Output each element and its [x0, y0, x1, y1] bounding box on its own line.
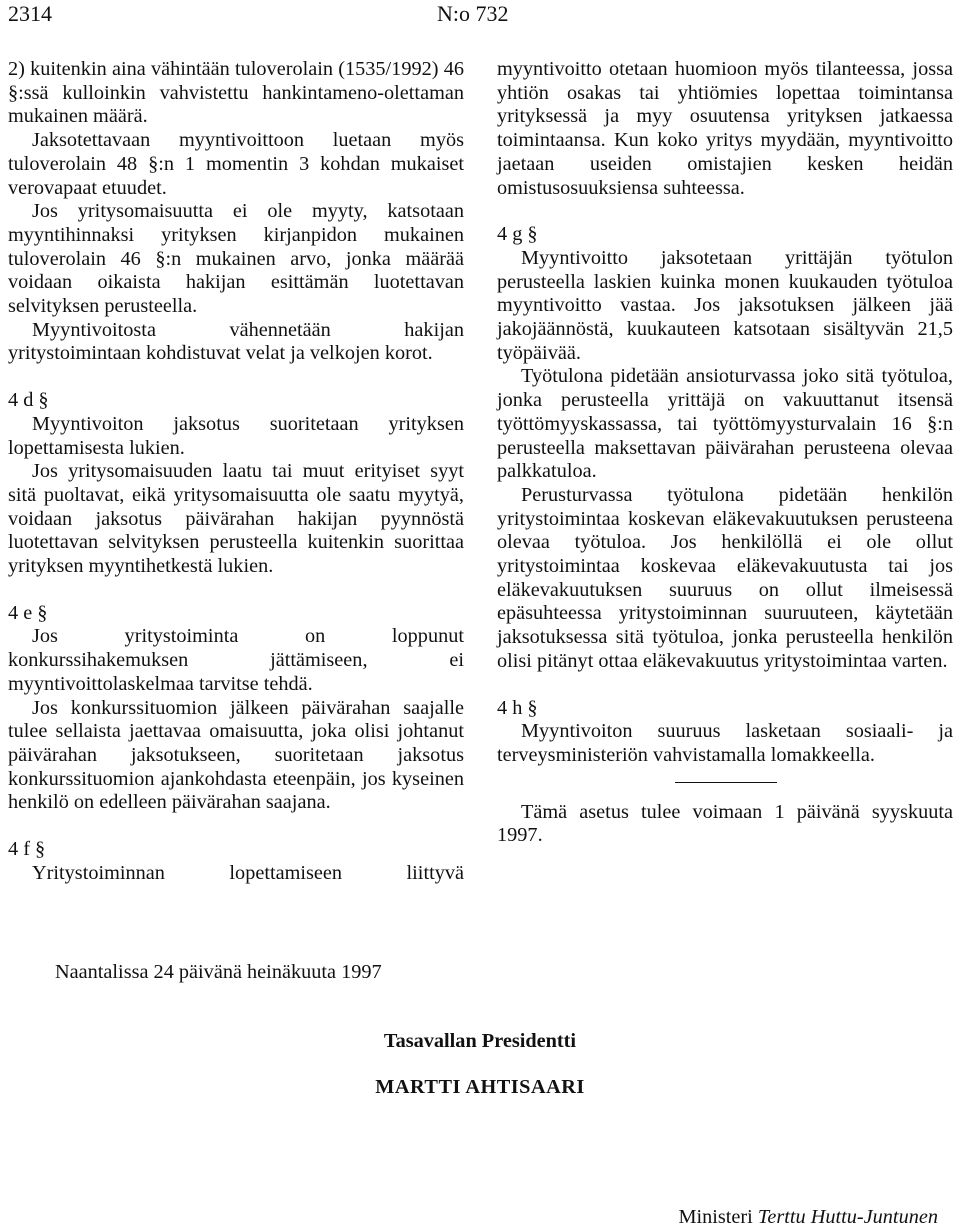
paragraph: Jaksotettavaan myyntivoittoon luetaan myös tuloverolain 48 §:n 1 momentin 3 kohdan mukaiset verovapaat etuudet. [8, 129, 464, 199]
paragraph: Myyntivoiton suuruus lasketaan sosiaali- ja terveysministeriön vahvistamalla lomakkeella. [497, 720, 953, 766]
section-heading-4g: 4 g § [497, 223, 538, 246]
divider [675, 782, 777, 783]
paragraph: Jos yritystoiminta on loppunut konkurssihakemuksen jättämiseen, ei myyntivoittolaskelmaa tarvitse tehdä. [8, 625, 464, 695]
paragraph: Perusturvassa työtulona pidetään henkilön yritystoimintaa koskevan eläkevakuutuksen perusteena olevaa työtuloa. Jos henkilöllä ei ole ollut yritystoimintaa koskevaa eläkevakuutusta tai jos eläkevakuutuksen suuruus on ollut ilmeisessä epäsuhteessa yritystoiminnan suuruuteen, käytetään jaksotuksessa sitä työtuloa, jonka perusteella henkilön olisi pitänyt ottaa eläkevakuutus yritystoimintaa varten. [497, 483, 953, 672]
left-column [8, 58, 464, 886]
paragraph: Tämä asetus tulee voimaan 1 päivänä syyskuuta 1997. [497, 800, 953, 847]
right-column [497, 58, 953, 848]
paragraph: Työtulona pidetään ansioturvassa joko sitä työtuloa, jonka perusteella yrittäjä on vakuuttanut itsensä työttömyyskassassa, tai työttömyysturvalain 16 §:n perusteella maksettavan päivärahan perusteena olevaa palkkatuloa. [497, 365, 953, 483]
minister-name: Terttu Huttu-Juntunen [757, 1206, 938, 1228]
paragraph: Jos yritysomaisuuden laatu tai muut erityiset syyt sitä puoltavat, eikä yritysomaisuutta ole saatu myytyä, voidaan jaksotus päivärahan hakijan pyynnöstä luotettavan selvityksen perusteella kuitenkin suorittaa yrityksen myyntihetkestä lukien. [8, 460, 464, 578]
minister-signature [678, 1206, 938, 1229]
paragraph: Jos yritysomaisuutta ei ole myyty, katsotaan myyntihinnaksi yrityksen kirjanpidon mukainen tuloverolain 46 §:n mukainen arvo, jonka määrää voidaan oikaista hakijan esittämän luotettavan selvityksen perusteella. [8, 200, 464, 318]
section-heading-4e: 4 e § [8, 601, 48, 624]
paragraph: Myyntivoitosta vähennetään hakijan yritystoimintaan kohdistuvat velat ja velkojen korot. [8, 318, 464, 365]
issue-number: N:o 732 [437, 1, 509, 26]
section-heading-4d: 4 d § [8, 389, 49, 412]
paragraph: Jos konkurssituomion jälkeen päivärahan saajalle tulee sellaista jaettavaa omaisuutta, joka olisi johtanut päivärahan jaksotukseen, suoritetaan jaksotus konkurssituomion ajankohdasta eteenpäin, jos kyseinen henkilö on edelleen päivärahan saajana. [8, 696, 464, 814]
section-heading-4h: 4 h § [497, 696, 538, 719]
signature-title: Tasavallan Presidentti [383, 1030, 577, 1052]
minister-label: Ministeri [678, 1206, 753, 1228]
paragraph: Myyntivoitto jaksotetaan yrittäjän työtulon perusteella laskien kuinka monen kuukauden työtuloa myyntivoitto vastaa. Jos jaksotuksen jälkeen jää jakojäännöstä, kuukauteen katsotaan sisältyvän 21,5 työpäivää. [497, 246, 953, 364]
signature-name: MARTTI AHTISAARI [375, 1076, 585, 1098]
paragraph: Yritystoiminnan lopettamiseen liittyvä [32, 861, 464, 884]
page-number: 2314 [8, 1, 52, 26]
section-heading-4f: 4 f § [8, 838, 46, 861]
paragraph: myyntivoitto otetaan huomioon myös tilanteessa, jossa yhtiön osakas tai yhtiömies lopettaa toimintansa yrityksessä ja myy osuutensa yrityksen jatkaessa toimintaansa. Kun koko yritys myydään, myyntivoitto jaetaan useiden omistajien kesken heidän omistusosuuksiensa suhteessa. [497, 58, 953, 199]
paragraph: Myyntivoiton jaksotus suoritetaan yrityksen lopettamisesta lukien. [8, 412, 464, 459]
paragraph: 2) kuitenkin aina vähintään tuloverolain (1535/1992) 46 §:ssä kulloinkin vahvistettu hankintameno-olettaman mukainen määrä. [8, 58, 464, 128]
place-and-date: Naantalissa 24 päivänä heinäkuuta 1997 [55, 961, 382, 983]
